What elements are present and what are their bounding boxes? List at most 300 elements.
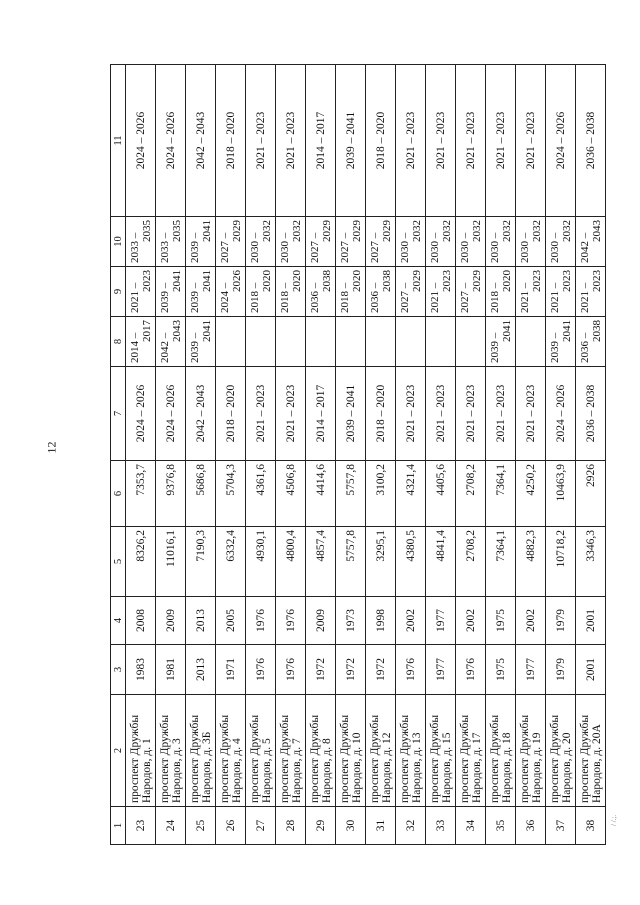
period-col9: [156, 267, 186, 317]
period-col11: 2024 – 2026: [156, 65, 186, 217]
year-built: 1983: [126, 645, 156, 695]
period-col9: [516, 267, 546, 317]
row-number: 27: [246, 807, 276, 845]
year-built: 1981: [156, 645, 186, 695]
period-start: 2030 –: [248, 232, 261, 263]
period-col11: 2024 – 2026: [126, 65, 156, 217]
address-cell: [336, 695, 366, 807]
period-start: 2030 –: [548, 232, 561, 263]
period-end: 2017: [140, 320, 153, 342]
year-built: 1972: [306, 645, 336, 695]
year-built: 1972: [366, 645, 396, 695]
period-col7: 2021 – 2023: [396, 367, 426, 461]
address-cell: [276, 695, 306, 807]
living-area: 3100,2: [366, 461, 396, 527]
page-number: 12: [44, 441, 59, 454]
year-renovated: 2009: [306, 597, 336, 645]
period-start: 2027 –: [398, 282, 411, 313]
period-col7: 2039 – 2041: [336, 367, 366, 461]
period-col10: [246, 217, 276, 267]
living-area: 4405,6: [426, 461, 456, 527]
period-col7: 2021 – 2023: [426, 367, 456, 461]
period-start: 2027 –: [218, 232, 231, 263]
address-house: Народов, д. 3Б: [200, 731, 213, 803]
year-built: 1979: [546, 645, 576, 695]
period-col8: [336, 317, 366, 367]
period-start: 2036 –: [368, 282, 381, 313]
period-col8: [456, 317, 486, 367]
total-area: 4930,1: [246, 527, 276, 597]
period-start: 2036 –: [578, 332, 591, 363]
period-start: 2039 –: [188, 332, 201, 363]
address-street: проспект Дружбы: [308, 714, 321, 803]
year-renovated: 2002: [516, 597, 546, 645]
total-area: 5757,8: [336, 527, 366, 597]
period-col10: [336, 217, 366, 267]
column-header: 7: [111, 367, 126, 461]
period-start: 2039 –: [488, 332, 501, 363]
period-start: 2018 –: [248, 282, 261, 313]
year-renovated: 1998: [366, 597, 396, 645]
column-header: 2: [111, 695, 126, 807]
table-row: [546, 65, 576, 845]
period-col8: [276, 317, 306, 367]
period-col11: 2021 – 2023: [396, 65, 426, 217]
address-street: проспект Дружбы: [398, 714, 411, 803]
period-end: 2020: [290, 270, 303, 292]
period-col8: [546, 317, 576, 367]
period-start: 2021 –: [548, 282, 561, 313]
period-col8: [486, 317, 516, 367]
period-col11: 2042 – 2043: [186, 65, 216, 217]
address-cell: [306, 695, 336, 807]
period-end: 2029: [350, 220, 363, 242]
housing-repair-schedule-table: [110, 64, 606, 845]
period-end: 2032: [260, 220, 273, 242]
period-col8: [126, 317, 156, 367]
address-cell: [426, 695, 456, 807]
period-col9: [306, 267, 336, 317]
row-number: 33: [426, 807, 456, 845]
address-street: проспект Дружбы: [458, 714, 471, 803]
living-area: 4414,6: [306, 461, 336, 527]
period-start: 2021 –: [128, 282, 141, 313]
period-col8: [306, 317, 336, 367]
period-start: 2014 –: [128, 332, 141, 363]
period-end: 2041: [170, 270, 183, 292]
period-start: 2021 –: [518, 282, 531, 313]
period-col9: [456, 267, 486, 317]
row-number: 28: [276, 807, 306, 845]
total-area: 6332,4: [216, 527, 246, 597]
period-col9: [576, 267, 606, 317]
period-end: 2035: [170, 220, 183, 242]
year-built: 1975: [486, 645, 516, 695]
period-col7: 2018 – 2020: [366, 367, 396, 461]
total-area: 4380,5: [396, 527, 426, 597]
table-row: [156, 65, 186, 845]
row-number: 31: [366, 807, 396, 845]
period-col11: 2014 – 2017: [306, 65, 336, 217]
year-renovated: 2009: [156, 597, 186, 645]
period-col9: [396, 267, 426, 317]
address-cell: [486, 695, 516, 807]
period-col9: [246, 267, 276, 317]
column-header: 3: [111, 645, 126, 695]
column-header: 10: [111, 217, 126, 267]
address-street: проспект Дружбы: [158, 714, 171, 803]
living-area: 4250,2: [516, 461, 546, 527]
address-cell: [396, 695, 426, 807]
period-end: 2029: [470, 270, 483, 292]
period-end: 2032: [530, 220, 543, 242]
period-end: 2029: [230, 220, 243, 242]
period-end: 2023: [590, 270, 603, 292]
period-col11: 2021 – 2023: [516, 65, 546, 217]
living-area: 5686,8: [186, 461, 216, 527]
column-header: 4: [111, 597, 126, 645]
address-cell: [456, 695, 486, 807]
address-house: Народов, д. 19: [530, 732, 543, 803]
period-end: 2029: [380, 220, 393, 242]
period-col10: [156, 217, 186, 267]
row-number: 36: [516, 807, 546, 845]
row-number: 30: [336, 807, 366, 845]
period-end: 2032: [440, 220, 453, 242]
total-area: 2708,2: [456, 527, 486, 597]
period-end: 2038: [590, 320, 603, 342]
period-end: 2041: [560, 320, 573, 342]
period-start: 2021 –: [428, 282, 441, 313]
period-start: 2030 –: [458, 232, 471, 263]
period-col9: [486, 267, 516, 317]
address-house: Народов, д. 18: [500, 732, 513, 803]
period-col7: 2036 – 2038: [576, 367, 606, 461]
period-end: 2032: [470, 220, 483, 242]
period-start: 2039 –: [188, 232, 201, 263]
row-number: 24: [156, 807, 186, 845]
period-end: 2020: [350, 270, 363, 292]
address-street: проспект Дружбы: [278, 714, 291, 803]
total-area: 8326,2: [126, 527, 156, 597]
period-col11: 2021 – 2023: [456, 65, 486, 217]
total-area: 4882,3: [516, 527, 546, 597]
living-area: 10463,9: [546, 461, 576, 527]
year-renovated: 2013: [186, 597, 216, 645]
address-cell: [366, 695, 396, 807]
address-house: Народов, д. 10: [350, 732, 363, 803]
period-end: 2023: [560, 270, 573, 292]
address-street: проспект Дружбы: [428, 714, 441, 803]
period-end: 2032: [410, 220, 423, 242]
row-number: 32: [396, 807, 426, 845]
period-col9: [216, 267, 246, 317]
period-start: 2030 –: [488, 232, 501, 263]
period-end: 2023: [530, 270, 543, 292]
period-col11: 2036 – 2038: [576, 65, 606, 217]
living-area: 4506,8: [276, 461, 306, 527]
address-street: проспект Дружбы: [518, 714, 531, 803]
period-col9: [126, 267, 156, 317]
table-row: [126, 65, 156, 845]
period-start: 2018 –: [278, 282, 291, 313]
year-built: 1976: [456, 645, 486, 695]
row-number: 23: [126, 807, 156, 845]
period-end: 2020: [500, 270, 513, 292]
period-col10: [456, 217, 486, 267]
period-col10: [546, 217, 576, 267]
period-col10: [576, 217, 606, 267]
period-start: 2033 –: [128, 232, 141, 263]
row-number: 29: [306, 807, 336, 845]
period-col9: [366, 267, 396, 317]
address-cell: [546, 695, 576, 807]
address-cell: [156, 695, 186, 807]
period-col10: [126, 217, 156, 267]
period-col8: [426, 317, 456, 367]
column-header: 1: [111, 807, 126, 845]
period-end: 2020: [260, 270, 273, 292]
living-area: 4321,4: [396, 461, 426, 527]
period-end: 2032: [290, 220, 303, 242]
year-built: 1976: [246, 645, 276, 695]
period-start: 2018 –: [488, 282, 501, 313]
period-start: 2030 –: [518, 232, 531, 263]
period-col8: [396, 317, 426, 367]
table-row: [306, 65, 336, 845]
period-col9: [336, 267, 366, 317]
period-col10: [276, 217, 306, 267]
column-header: 5: [111, 527, 126, 597]
period-end: 2026: [230, 270, 243, 292]
table-row: [396, 65, 426, 845]
table-row: [366, 65, 396, 845]
period-col11: 2018 – 2020: [366, 65, 396, 217]
address-street: проспект Дружбы: [578, 714, 591, 803]
address-house: Народов, д. 12: [380, 732, 393, 803]
column-header: 6: [111, 461, 126, 527]
address-house: Народов, д. 5: [260, 738, 273, 803]
period-col8: [576, 317, 606, 367]
column-header: 8: [111, 317, 126, 367]
address-house: Народов, д. 13: [410, 732, 423, 803]
table-row: [576, 65, 606, 845]
period-col7: 2021 – 2023: [276, 367, 306, 461]
address-street: проспект Дружбы: [338, 714, 351, 803]
table-row: [216, 65, 246, 845]
period-end: 2043: [590, 220, 603, 242]
column-header: 11: [111, 65, 126, 217]
period-col10: [186, 217, 216, 267]
period-col10: [426, 217, 456, 267]
period-col7: 2024 – 2026: [126, 367, 156, 461]
address-cell: [576, 695, 606, 807]
period-col11: 2021 – 2023: [426, 65, 456, 217]
period-start: 2024 –: [218, 282, 231, 313]
period-col11: 2021 – 2023: [276, 65, 306, 217]
year-renovated: 2005: [216, 597, 246, 645]
period-start: 2027 –: [338, 232, 351, 263]
address-street: проспект Дружбы: [188, 714, 201, 803]
address-house: Народов, д. 4: [230, 738, 243, 803]
total-area: 7190,3: [186, 527, 216, 597]
period-end: 2041: [200, 320, 213, 342]
period-col8: [186, 317, 216, 367]
address-house: Народов, д. 15: [440, 732, 453, 803]
year-built: 2013: [186, 645, 216, 695]
total-area: 10718,2: [546, 527, 576, 597]
address-street: проспект Дружбы: [368, 714, 381, 803]
period-col7: 2024 – 2026: [546, 367, 576, 461]
period-start: 2021 –: [578, 282, 591, 313]
corner-mark: / /.;.: [610, 814, 618, 826]
year-built: 1971: [216, 645, 246, 695]
period-col7: 2021 – 2023: [486, 367, 516, 461]
address-street: проспект Дружбы: [548, 714, 561, 803]
table-row: [426, 65, 456, 845]
year-renovated: 1976: [276, 597, 306, 645]
period-col7: 2018 – 2020: [216, 367, 246, 461]
period-start: 2042 –: [578, 232, 591, 263]
period-col7: 2024 – 2026: [156, 367, 186, 461]
address-house: Народов, д. 20: [560, 732, 573, 803]
address-street: проспект Дружбы: [248, 714, 261, 803]
period-col8: [156, 317, 186, 367]
total-area: 4800,4: [276, 527, 306, 597]
living-area: 5704,3: [216, 461, 246, 527]
living-area: 7353,7: [126, 461, 156, 527]
period-col8: [216, 317, 246, 367]
year-built: 1977: [426, 645, 456, 695]
address-house: Народов, д. 1: [140, 738, 153, 803]
address-street: проспект Дружбы: [218, 714, 231, 803]
period-col11: 2024 – 2026: [546, 65, 576, 217]
period-col10: [516, 217, 546, 267]
address-house: Народов, д. 20А: [590, 724, 603, 803]
address-cell: [246, 695, 276, 807]
address-cell: [186, 695, 216, 807]
year-renovated: 2001: [576, 597, 606, 645]
period-end: 2038: [320, 270, 333, 292]
period-end: 2032: [560, 220, 573, 242]
table-row: [516, 65, 546, 845]
row-number: 38: [576, 807, 606, 845]
period-end: 2032: [500, 220, 513, 242]
row-number: 35: [486, 807, 516, 845]
living-area: 5757,8: [336, 461, 366, 527]
period-col10: [366, 217, 396, 267]
living-area: 7364,1: [486, 461, 516, 527]
living-area: 2708,2: [456, 461, 486, 527]
period-col10: [306, 217, 336, 267]
period-start: 2039 –: [188, 282, 201, 313]
table-row: [336, 65, 366, 845]
address-house: Народов, д. 8: [320, 738, 333, 803]
living-area: 9376,8: [156, 461, 186, 527]
period-col11: 2021 – 2023: [486, 65, 516, 217]
period-start: 2027 –: [368, 232, 381, 263]
total-area: 4841,4: [426, 527, 456, 597]
year-built: 1976: [396, 645, 426, 695]
period-col7: 2021 – 2023: [516, 367, 546, 461]
column-header: 9: [111, 267, 126, 317]
period-col10: [216, 217, 246, 267]
period-end: 2038: [380, 270, 393, 292]
year-renovated: 1977: [426, 597, 456, 645]
period-col8: [366, 317, 396, 367]
period-col11: 2039 – 2041: [336, 65, 366, 217]
period-end: 2041: [200, 270, 213, 292]
period-col9: [426, 267, 456, 317]
period-col7: 2014 – 2017: [306, 367, 336, 461]
period-start: 2027 –: [458, 282, 471, 313]
period-start: 2039 –: [548, 332, 561, 363]
period-start: 2042 –: [158, 332, 171, 363]
total-area: 3295,1: [366, 527, 396, 597]
address-cell: [516, 695, 546, 807]
row-number: 37: [546, 807, 576, 845]
year-built: 1972: [336, 645, 366, 695]
address-street: проспект Дружбы: [488, 714, 501, 803]
rotated-table-container: [110, 65, 603, 845]
period-end: 2041: [200, 220, 213, 242]
address-street: проспект Дружбы: [128, 714, 141, 803]
row-number: 26: [216, 807, 246, 845]
period-col9: [186, 267, 216, 317]
total-area: 4857,4: [306, 527, 336, 597]
period-col8: [516, 317, 546, 367]
table-row: [486, 65, 516, 845]
address-cell: [126, 695, 156, 807]
period-end: 2043: [170, 320, 183, 342]
row-number: 34: [456, 807, 486, 845]
year-built: 1977: [516, 645, 546, 695]
period-col9: [546, 267, 576, 317]
year-built: 1976: [276, 645, 306, 695]
address-house: Народов, д. 17: [470, 732, 483, 803]
year-renovated: 1975: [486, 597, 516, 645]
year-built: 2001: [576, 645, 606, 695]
period-start: 2018 –: [338, 282, 351, 313]
living-area: 2926: [576, 461, 606, 527]
address-cell: [216, 695, 246, 807]
year-renovated: 1976: [246, 597, 276, 645]
year-renovated: 1979: [546, 597, 576, 645]
table-row: [186, 65, 216, 845]
address-house: Народов, д. 3: [170, 738, 183, 803]
period-end: 2023: [140, 270, 153, 292]
period-start: 2033 –: [158, 232, 171, 263]
period-col11: 2021 – 2023: [246, 65, 276, 217]
period-end: 2035: [140, 220, 153, 242]
year-renovated: 2002: [456, 597, 486, 645]
period-col9: [276, 267, 306, 317]
living-area: 4361,6: [246, 461, 276, 527]
period-end: 2023: [440, 270, 453, 292]
total-area: 11016,1: [156, 527, 186, 597]
period-col7: 2042 – 2043: [186, 367, 216, 461]
period-end: 2029: [410, 270, 423, 292]
header-row: [111, 65, 126, 845]
table-row: [276, 65, 306, 845]
period-col7: 2021 – 2023: [456, 367, 486, 461]
period-start: 2039 –: [158, 282, 171, 313]
period-start: 2027 –: [308, 232, 321, 263]
table-row: [246, 65, 276, 845]
year-renovated: 1973: [336, 597, 366, 645]
total-area: 3346,3: [576, 527, 606, 597]
year-renovated: 2008: [126, 597, 156, 645]
